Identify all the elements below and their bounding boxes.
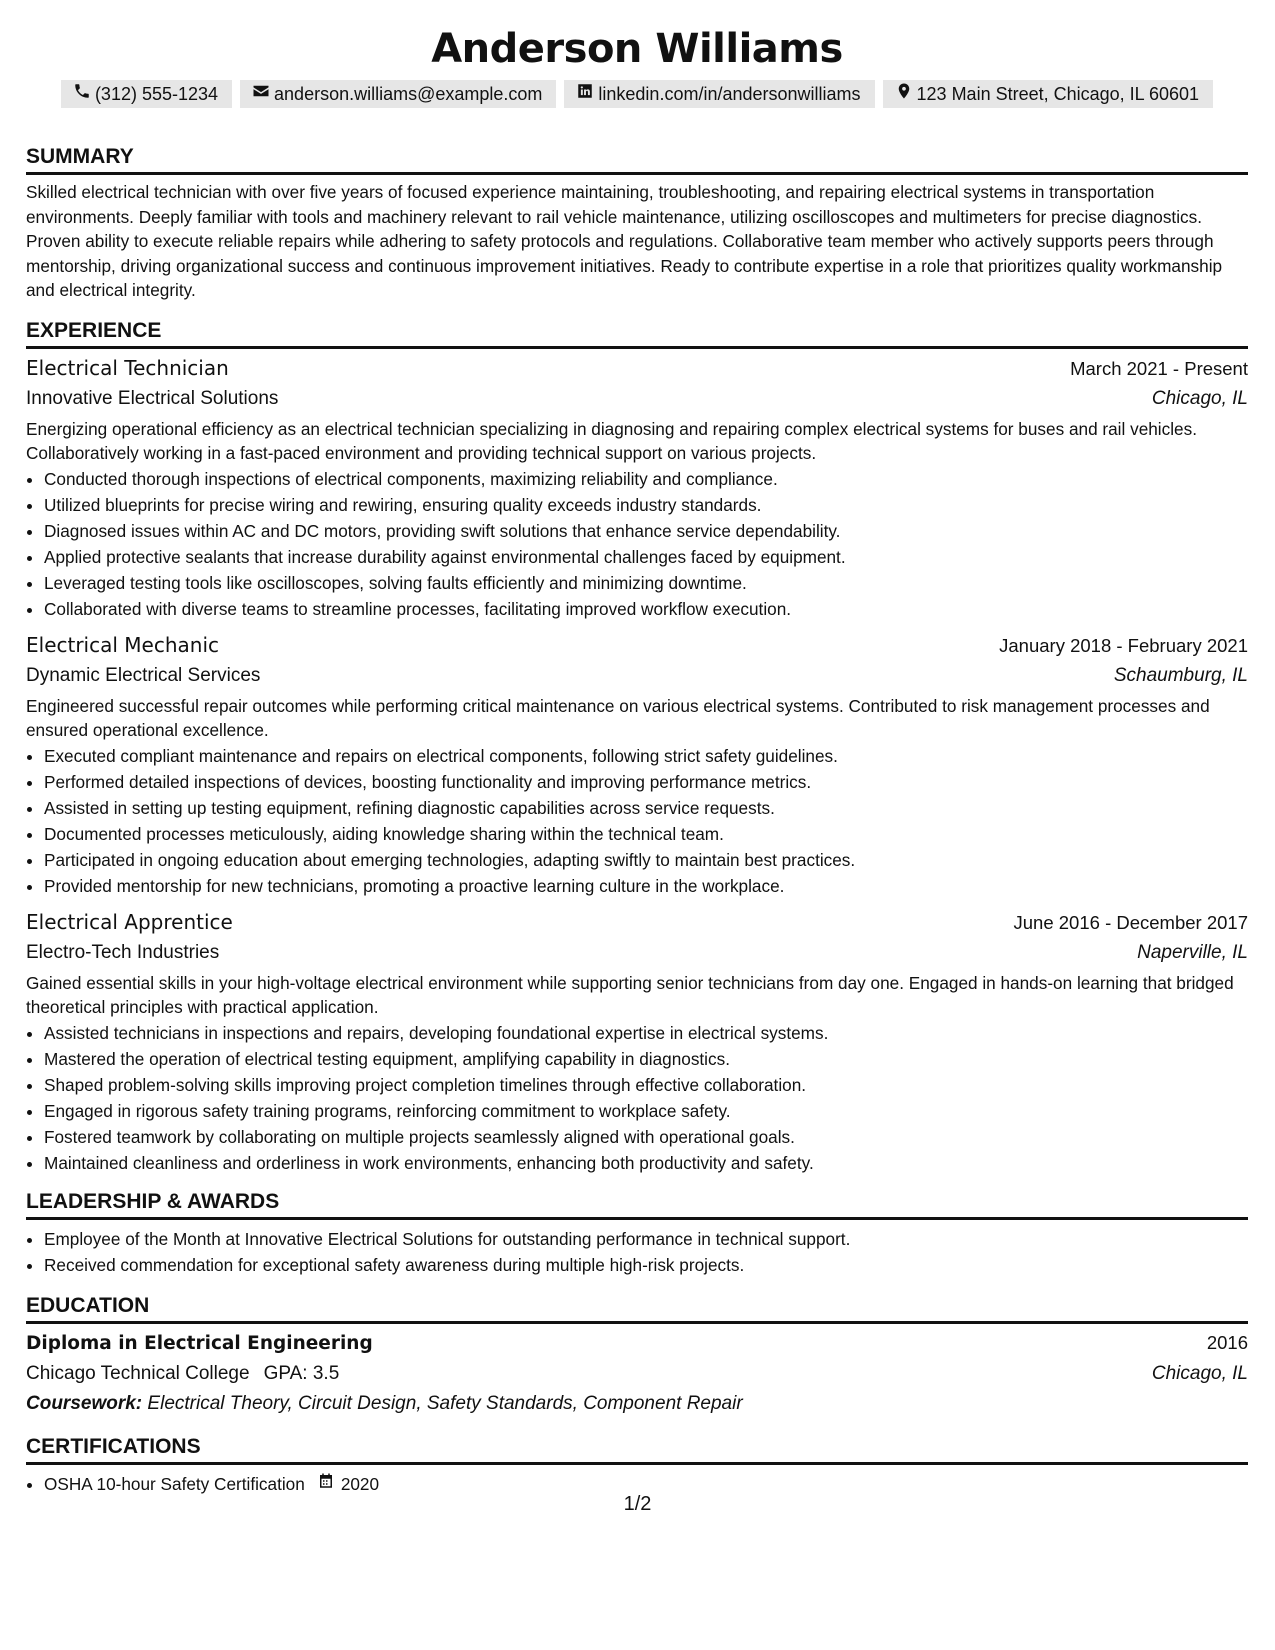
- phone-icon: [73, 80, 91, 108]
- job-description: Engineered successful repair outcomes while performing critical maintenance on various electrical systems. Contributed to risk management processes and ensured operational excellence.: [26, 695, 1210, 740]
- candidate-name: Anderson Williams: [431, 26, 843, 72]
- job-location: Naperville, IL: [1137, 941, 1248, 963]
- contact-phone: [61, 80, 232, 108]
- list-item: • Utilized blueprints for precise wiring and rewiring, ensuring quality exceeds industry standards.: [44, 492, 1248, 518]
- list-item: • Fostered teamwork by collaborating on multiple projects seamlessly aligned with operational goals.: [44, 1124, 1248, 1150]
- job-company: Dynamic Electrical Services: [26, 664, 261, 686]
- linkedin-icon: [576, 80, 594, 108]
- experience-section: [26, 319, 1248, 1176]
- job-entry: [26, 907, 1248, 1176]
- section-title-education: EDUCATION: [26, 1294, 1248, 1324]
- school-line: [26, 1359, 339, 1389]
- address-text: 123 Main Street, Chicago, IL 60601: [916, 84, 1200, 104]
- email-link[interactable]: anderson.williams@example.com: [274, 84, 543, 104]
- leadership-bullets: [26, 1226, 1248, 1278]
- job-bullets: [26, 743, 1248, 899]
- coursework: [26, 1389, 1248, 1419]
- job-dates: March 2021 - Present: [1070, 357, 1248, 379]
- page-number: 1/2: [623, 1493, 652, 1515]
- list-item: • Diagnosed issues within AC and DC motors, providing swift solutions that enhance service dependability.: [44, 518, 1248, 544]
- section-title-certifications: CERTIFICATIONS: [26, 1435, 1248, 1465]
- map-marker-icon: [895, 80, 913, 108]
- job-dates: January 2018 - February 2021: [999, 634, 1248, 656]
- list-item: • Mastered the operation of electrical testing equipment, amplifying capability in diagnostics.: [44, 1046, 1248, 1072]
- job-location: Schaumburg, IL: [1113, 664, 1248, 686]
- job-bullets: [26, 1020, 1248, 1176]
- contact-bar: [26, 80, 1248, 108]
- contact-email: [240, 80, 556, 108]
- list-item: • Applied protective sealants that increase durability against environmental challenges faced by equipment.: [44, 544, 1248, 570]
- job-location: Chicago, IL: [1151, 387, 1248, 409]
- job-description: Gained essential skills in your high-voltage electrical environment while supporting senior technicians from day one. Engaged in hands-on learning that bridged theoretical principles with practical application.: [26, 972, 1234, 1017]
- summary-section: [26, 145, 1248, 303]
- section-title-experience: EXPERIENCE: [26, 319, 1248, 349]
- list-item: • Employee of the Month at Innovative Electrical Solutions for outstanding performance in technical support.: [44, 1226, 1248, 1252]
- gpa: GPA: 3.5: [263, 1362, 340, 1384]
- linkedin-link[interactable]: linkedin.com/in/andersonwilliams: [598, 84, 861, 104]
- list-item: • Participated in ongoing education about emerging technologies, adapting swiftly to maintain best practices.: [44, 847, 1248, 873]
- graduation-year: 2016: [1206, 1331, 1248, 1353]
- list-item: • Assisted in setting up testing equipment, refining diagnostic capabilities across service requests.: [44, 795, 1248, 821]
- job-title: Electrical Apprentice: [26, 909, 233, 934]
- list-item: • Provided mentorship for new technicians, promoting a proactive learning culture in the workplace.: [44, 873, 1248, 899]
- list-item: • Engaged in rigorous safety training programs, reinforcing commitment to workplace safety.: [44, 1098, 1248, 1124]
- job-company: Electro-Tech Industries: [26, 941, 220, 963]
- section-title-leadership: LEADERSHIP & AWARDS: [26, 1190, 1248, 1220]
- list-item: • Documented processes meticulously, aiding knowledge sharing within the technical team.: [44, 821, 1248, 847]
- school-name: Chicago Technical College: [26, 1362, 250, 1384]
- list-item: • Executed compliant maintenance and repairs on electrical components, following strict safety guidelines.: [44, 743, 1248, 769]
- resume-page: [26, 0, 1248, 1497]
- list-item: • Received commendation for exceptional safety awareness during multiple high-risk projects.: [44, 1252, 1248, 1278]
- list-item: • Maintained cleanliness and orderliness in work environments, enhancing both productivity and safety.: [44, 1150, 1248, 1176]
- phone-text[interactable]: (312) 555-1234: [94, 84, 219, 104]
- degree-title: Diploma in Electrical Engineering: [26, 1332, 373, 1354]
- list-item: • Performed detailed inspections of devices, boosting functionality and improving performance metrics.: [44, 769, 1248, 795]
- education-section: [26, 1294, 1248, 1419]
- school-location: Chicago, IL: [1151, 1362, 1248, 1384]
- list-item: • Assisted technicians in inspections and repairs, developing foundational expertise in electrical systems.: [44, 1020, 1248, 1046]
- list-item: • Conducted thorough inspections of electrical components, maximizing reliability and compliance.: [44, 466, 1248, 492]
- coursework-list: Electrical Theory, Circuit Design, Safety Standards, Component Repair: [147, 1392, 743, 1414]
- coursework-label: Coursework:: [26, 1392, 143, 1414]
- contact-address: [883, 80, 1214, 108]
- envelope-icon: [252, 80, 270, 108]
- certifications-section: [26, 1435, 1248, 1497]
- job-entry: [26, 353, 1248, 622]
- certification-year: 2020: [340, 1473, 380, 1494]
- job-title: Electrical Mechanic: [26, 632, 219, 657]
- job-entry: [26, 630, 1248, 899]
- list-item: • Collaborated with diverse teams to streamline processes, facilitating improved workflow execution.: [44, 596, 1248, 622]
- job-description: Energizing operational efficiency as an electrical technician specializing in diagnosing and repairing complex electrical systems for buses and rail vehicles. Collaboratively working in a fast-paced environment and providing technical support on various projects.: [26, 418, 1197, 463]
- leadership-section: [26, 1190, 1248, 1278]
- summary-text: Skilled electrical technician with over five years of focused experience maintaining, troubleshooting, and repairing electrical systems in transportation environments. Deeply familiar with tools and machinery relevant to rail vehicle maintenance, utilizing oscilloscopes and multimeters for precise diagnostics. Proven ability to execute reliable repairs while adhering to safety protocols and regulations. Collaborative team member who actively supports peers through mentorship, driving organizational success and continuous improvement initiatives. Ready to contribute expertise in a role that prioritizes quality workmanship and electrical integrity.: [26, 182, 1223, 300]
- job-title: Electrical Technician: [26, 355, 229, 380]
- job-dates: June 2016 - December 2017: [1013, 911, 1248, 933]
- list-item: • Shaped problem-solving skills improving project completion timelines through effective collaboration.: [44, 1072, 1248, 1098]
- section-title-summary: SUMMARY: [26, 145, 1248, 175]
- job-company: Innovative Electrical Solutions: [26, 387, 279, 409]
- contact-linkedin: [564, 80, 874, 108]
- list-item: • Leveraged testing tools like oscilloscopes, solving faults efficiently and minimizing downtime.: [44, 570, 1248, 596]
- job-bullets: [26, 466, 1248, 622]
- certification-name: • OSHA 10-hour Safety Certification: [44, 1473, 305, 1494]
